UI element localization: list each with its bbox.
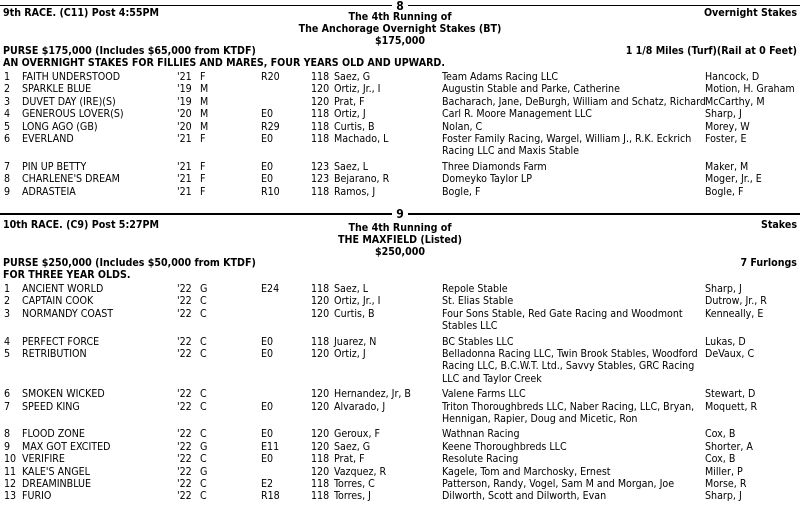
entry-foal-year: '22 xyxy=(177,335,192,348)
entry-jockey: Ramos, J xyxy=(334,185,376,198)
race-title-purse: $175,000 xyxy=(374,35,426,47)
entry-medication: E24 xyxy=(261,283,280,295)
entry-trainer: Shorter, A xyxy=(705,440,753,453)
entry-row xyxy=(0,283,800,295)
entry-horse-name: FAITH UNDERSTOOD xyxy=(22,71,121,83)
entry-medication: R10 xyxy=(261,185,280,198)
entry-sex: F xyxy=(200,71,206,83)
entry-foal-year: '22 xyxy=(177,465,192,478)
entry-sex: C xyxy=(200,335,207,348)
entry-jockey: Saez, G xyxy=(334,440,371,453)
race-conditions: FOR THREE YEAR OLDS. xyxy=(3,269,131,281)
entry-medication: R18 xyxy=(261,490,280,503)
entry-row xyxy=(0,161,800,173)
entry-foal-year: '19 xyxy=(177,83,192,96)
entry-medication: E0 xyxy=(261,428,274,441)
entry-medication: E0 xyxy=(261,400,274,413)
entry-trainer: Stewart, D xyxy=(705,388,756,401)
entry-post-position: 8 xyxy=(4,428,11,441)
entry-weight: 120 xyxy=(311,465,330,478)
entry-row xyxy=(0,348,800,385)
entry-sex: C xyxy=(200,348,207,360)
entry-trainer: Cox, B xyxy=(705,453,736,466)
race-title-purse: $250,000 xyxy=(374,246,426,258)
entry-owner: Valene Farms LLC xyxy=(442,388,526,401)
entry-sex: C xyxy=(200,388,207,401)
entry-medication: E0 xyxy=(261,108,274,121)
entry-row xyxy=(0,121,800,133)
entry-owner: Patterson, Randy, Vogel, Sam M and Morgan, Joe xyxy=(442,478,675,490)
entry-foal-year: '21 xyxy=(177,160,192,173)
distance: 7 Furlongs xyxy=(740,257,797,269)
entry-post-position: 8 xyxy=(4,173,11,186)
entry-trainer: DeVaux, C xyxy=(705,348,755,360)
entry-row xyxy=(0,71,800,83)
purse-text: PURSE $250,000 (Includes $50,000 from KTDF) xyxy=(3,257,256,269)
distance: 1 1/8 Miles (Turf)(Rail at 0 Feet) xyxy=(625,45,797,57)
entry-trainer: McCarthy, M xyxy=(705,95,765,108)
entry-sex: C xyxy=(200,428,207,441)
entry-trainer: Lukas, D xyxy=(705,335,746,348)
entry-medication: E2 xyxy=(261,478,274,490)
entry-weight: 118 xyxy=(311,478,330,490)
race-label: 9th RACE. (C11) Post 4:55PM xyxy=(3,7,159,19)
entry-post-position: 11 xyxy=(4,465,17,478)
entry-horse-name: ADRASTEIA xyxy=(22,185,76,198)
entry-horse-name: VERIFIRE xyxy=(22,453,65,466)
race-label: 10th RACE. (C9) Post 5:27PM xyxy=(3,219,159,231)
entry-sex: C xyxy=(200,295,207,308)
entry-medication: E0 xyxy=(261,160,274,173)
purse-text: PURSE $175,000 (Includes $65,000 from KTDF) xyxy=(3,45,256,57)
entry-owner: Stables LLC xyxy=(442,320,498,333)
entry-row xyxy=(0,388,800,400)
entry-weight: 123 xyxy=(311,173,330,186)
entry-weight: 120 xyxy=(311,440,330,453)
entry-foal-year: '20 xyxy=(177,120,192,133)
entry-owner: Racing LLC and Maxis Stable xyxy=(442,145,580,158)
entry-horse-name: LONG AGO (GB) xyxy=(22,120,98,133)
entry-post-position: 4 xyxy=(4,335,11,348)
entry-weight: 120 xyxy=(311,388,330,401)
entry-weight: 120 xyxy=(311,83,330,96)
entry-owner: Carl R. Moore Management LLC xyxy=(442,108,592,121)
entry-trainer: Sharp, J xyxy=(705,108,742,121)
entry-jockey: Saez, L xyxy=(334,283,369,295)
entry-weight: 118 xyxy=(311,133,330,145)
entry-trainer: Cox, B xyxy=(705,428,736,441)
page-number: 8 xyxy=(392,0,408,12)
entry-row xyxy=(0,307,800,333)
entry-jockey: Torres, C xyxy=(334,478,375,490)
entry-owner: Team Adams Racing LLC xyxy=(442,71,559,83)
entry-sex: C xyxy=(200,490,207,503)
entry-foal-year: '22 xyxy=(177,490,192,503)
entry-weight: 118 xyxy=(311,108,330,121)
entry-owner: Kagele, Tom and Marchosky, Ernest xyxy=(442,465,611,478)
entry-owner: Dilworth, Scott and Dilworth, Evan xyxy=(442,490,607,503)
entry-jockey: Geroux, F xyxy=(334,428,380,441)
entry-owner: Four Sons Stable, Red Gate Racing and Woodmont xyxy=(442,307,683,320)
entry-medication: E0 xyxy=(261,173,274,186)
entry-weight: 118 xyxy=(311,71,330,83)
entry-sex: F xyxy=(200,173,206,186)
entry-horse-name: NORMANDY COAST xyxy=(22,307,114,320)
entry-sex: M xyxy=(200,95,209,108)
entry-sex: M xyxy=(200,108,209,121)
entry-jockey: Prat, F xyxy=(334,95,365,108)
entry-row xyxy=(0,441,800,453)
entry-horse-name: FURIO xyxy=(22,490,52,503)
entry-weight: 118 xyxy=(311,453,330,466)
entry-trainer: Miller, P xyxy=(705,465,743,478)
entry-sex: M xyxy=(200,120,209,133)
entry-weight: 123 xyxy=(311,160,330,173)
entry-horse-name: CHARLENE'S DREAM xyxy=(22,173,120,186)
entry-post-position: 1 xyxy=(4,71,11,83)
entry-owner: Domeyko Taylor LP xyxy=(442,173,532,186)
entry-jockey: Machado, L xyxy=(334,133,389,145)
entry-owner: Nolan, C xyxy=(442,120,483,133)
entry-post-position: 3 xyxy=(4,307,11,320)
entry-trainer: Morey, W xyxy=(705,120,750,133)
entry-row xyxy=(0,478,800,490)
entry-jockey: Ortiz, Jr., I xyxy=(334,295,381,308)
entry-owner: Three Diamonds Farm xyxy=(442,160,547,173)
entry-trainer: Kenneally, E xyxy=(705,307,764,320)
entry-owner: Resolute Racing xyxy=(442,453,519,466)
entry-post-position: 2 xyxy=(4,295,11,308)
entry-horse-name: GENEROUS LOVER(S) xyxy=(22,108,124,121)
entry-medication: E11 xyxy=(261,440,280,453)
race-title-line1: The 4th Running of xyxy=(348,222,452,234)
entry-trainer: Foster, E xyxy=(705,133,747,145)
entry-foal-year: '22 xyxy=(177,388,192,401)
entry-weight: 120 xyxy=(311,95,330,108)
entry-jockey: Vazquez, R xyxy=(334,465,387,478)
entry-row xyxy=(0,186,800,198)
entry-post-position: 5 xyxy=(4,348,11,360)
entry-row xyxy=(0,295,800,307)
entry-owner: Wathnan Racing xyxy=(442,428,520,441)
entry-row xyxy=(0,173,800,185)
entry-post-position: 1 xyxy=(4,283,11,295)
race-title-line1: The 4th Running of xyxy=(348,11,452,23)
entry-trainer: Bogle, F xyxy=(705,185,744,198)
entry-horse-name: SPARKLE BLUE xyxy=(22,83,92,96)
entry-jockey: Saez, L xyxy=(334,160,369,173)
entry-post-position: 6 xyxy=(4,133,11,145)
entry-medication: E0 xyxy=(261,453,274,466)
entry-sex: F xyxy=(200,185,206,198)
entry-sex: G xyxy=(200,283,208,295)
race-conditions: AN OVERNIGHT STAKES FOR FILLIES AND MARES, FOUR YEARS OLD AND UPWARD. xyxy=(3,57,445,69)
entry-foal-year: '21 xyxy=(177,133,192,145)
entry-owner: Triton Thoroughbreds LLC, Naber Racing, LLC, Bryan, xyxy=(442,400,695,413)
entry-horse-name: PERFECT FORCE xyxy=(22,335,100,348)
entry-foal-year: '22 xyxy=(177,348,192,360)
entry-jockey: Prat, F xyxy=(334,453,365,466)
entry-horse-name: EVERLAND xyxy=(22,133,74,145)
entry-sex: F xyxy=(200,133,206,145)
entry-medication: R29 xyxy=(261,120,280,133)
race-type: Stakes xyxy=(760,219,797,231)
entry-foal-year: '21 xyxy=(177,173,192,186)
entry-foal-year: '22 xyxy=(177,428,192,441)
entry-trainer: Sharp, J xyxy=(705,283,742,295)
entry-horse-name: KALE'S ANGEL xyxy=(22,465,90,478)
entry-row xyxy=(0,428,800,440)
entry-jockey: Curtis, B xyxy=(334,120,375,133)
entry-owner: St. Elias Stable xyxy=(442,295,514,308)
entry-post-position: 6 xyxy=(4,388,11,401)
entry-post-position: 7 xyxy=(4,400,11,413)
entry-owner: Belladonna Racing LLC, Twin Brook Stables, Woodford xyxy=(442,348,698,360)
entry-jockey: Curtis, B xyxy=(334,307,375,320)
entry-jockey: Bejarano, R xyxy=(334,173,390,186)
entry-owner: Repole Stable xyxy=(442,283,508,295)
entry-trainer: Moquett, R xyxy=(705,400,758,413)
entry-foal-year: '19 xyxy=(177,95,192,108)
entry-post-position: 4 xyxy=(4,108,11,121)
entry-foal-year: '22 xyxy=(177,307,192,320)
entry-row xyxy=(0,490,800,502)
entry-owner: LLC and Taylor Creek xyxy=(442,372,542,385)
entry-trainer: Hancock, D xyxy=(705,71,760,83)
entry-weight: 120 xyxy=(311,428,330,441)
entry-weight: 118 xyxy=(311,185,330,198)
entry-row xyxy=(0,336,800,348)
entry-post-position: 9 xyxy=(4,440,11,453)
entry-medication: E0 xyxy=(261,133,274,145)
entry-weight: 120 xyxy=(311,307,330,320)
entry-jockey: Ortiz, J xyxy=(334,108,366,121)
entry-trainer: Dutrow, Jr., R xyxy=(705,295,767,308)
entry-foal-year: '22 xyxy=(177,400,192,413)
entry-jockey: Saez, G xyxy=(334,71,371,83)
entry-foal-year: '22 xyxy=(177,295,192,308)
entry-foal-year: '22 xyxy=(177,283,192,295)
entry-horse-name: RETRIBUTION xyxy=(22,348,87,360)
entry-row xyxy=(0,453,800,465)
entry-sex: C xyxy=(200,478,207,490)
entry-weight: 118 xyxy=(311,490,330,503)
entry-horse-name: ANCIENT WORLD xyxy=(22,283,104,295)
entry-foal-year: '21 xyxy=(177,185,192,198)
entry-row xyxy=(0,466,800,478)
entry-row xyxy=(0,133,800,158)
entry-sex: M xyxy=(200,83,209,96)
entry-jockey: Alvarado, J xyxy=(334,400,386,413)
entry-trainer: Morse, R xyxy=(705,478,747,490)
entry-trainer: Sharp, J xyxy=(705,490,742,503)
entry-foal-year: '22 xyxy=(177,453,192,466)
entry-row xyxy=(0,400,800,425)
entry-medication: E0 xyxy=(261,348,274,360)
entry-sex: G xyxy=(200,465,208,478)
entry-post-position: 13 xyxy=(4,490,17,503)
entry-post-position: 7 xyxy=(4,160,11,173)
entry-post-position: 10 xyxy=(4,453,17,466)
entry-row xyxy=(0,108,800,120)
entry-horse-name: SPEED KING xyxy=(22,400,80,413)
entry-medication: E0 xyxy=(261,335,274,348)
entry-owner: Bogle, F xyxy=(442,185,481,198)
entry-sex: C xyxy=(200,453,207,466)
entry-foal-year: '22 xyxy=(177,440,192,453)
entry-jockey: Torres, J xyxy=(334,490,371,503)
entry-weight: 118 xyxy=(311,120,330,133)
entry-horse-name: SMOKEN WICKED xyxy=(22,388,105,401)
entry-sex: C xyxy=(200,307,207,320)
entry-sex: G xyxy=(200,440,208,453)
entry-foal-year: '22 xyxy=(177,478,192,490)
entry-owner: Racing LLC, B.C.W.T. Ltd., Savvy Stables, GRC Racing xyxy=(442,360,695,373)
entry-horse-name: PIN UP BETTY xyxy=(22,160,87,173)
entry-owner: Foster Family Racing, Wargel, William J., R.K. Eckrich xyxy=(442,133,692,145)
entry-horse-name: MAX GOT EXCITED xyxy=(22,440,111,453)
entry-owner: BC Stables LLC xyxy=(442,335,514,348)
entry-jockey: Hernandez, Jr, B xyxy=(334,388,411,401)
entry-post-position: 2 xyxy=(4,83,11,96)
entry-row xyxy=(0,96,800,108)
entry-weight: 118 xyxy=(311,283,330,295)
entry-medication: R20 xyxy=(261,71,280,83)
entry-horse-name: DUVET DAY (IRE)(S) xyxy=(22,95,116,108)
entry-weight: 120 xyxy=(311,400,330,413)
entry-jockey: Ortiz, Jr., I xyxy=(334,83,381,96)
entry-sex: C xyxy=(200,400,207,413)
entry-post-position: 5 xyxy=(4,120,11,133)
entry-foal-year: '21 xyxy=(177,71,192,83)
entry-row xyxy=(0,83,800,95)
entry-jockey: Ortiz, J xyxy=(334,348,366,360)
entry-post-position: 12 xyxy=(4,478,17,490)
entry-owner: Keene Thoroughbreds LLC xyxy=(442,440,567,453)
race-title-line2: THE MAXFIELD (Listed) xyxy=(338,234,462,246)
entry-weight: 120 xyxy=(311,295,330,308)
entry-owner: Bacharach, Jane, DeBurgh, William and Schatz, Richard xyxy=(442,95,706,108)
entry-foal-year: '20 xyxy=(177,108,192,121)
entry-weight: 118 xyxy=(311,335,330,348)
entry-trainer: Maker, M xyxy=(705,160,749,173)
entry-post-position: 9 xyxy=(4,185,11,198)
entry-jockey: Juarez, N xyxy=(334,335,377,348)
entry-trainer: Moger, Jr., E xyxy=(705,173,762,186)
entry-horse-name: CAPTAIN COOK xyxy=(22,295,94,308)
entry-sex: F xyxy=(200,160,206,173)
entry-horse-name: DREAMINBLUE xyxy=(22,478,91,490)
race-type: Overnight Stakes xyxy=(703,7,797,19)
entry-trainer: Motion, H. Graham xyxy=(705,83,795,96)
race-number-marker: 9 xyxy=(392,208,408,220)
entry-owner: Augustin Stable and Parke, Catherine xyxy=(442,83,620,96)
entry-owner: Hennigan, Rapier, Doug and Micetic, Ron xyxy=(442,412,638,425)
entry-weight: 120 xyxy=(311,348,330,360)
entry-horse-name: FLOOD ZONE xyxy=(22,428,85,441)
race-title-line2: The Anchorage Overnight Stakes (BT) xyxy=(298,23,502,35)
entry-post-position: 3 xyxy=(4,95,11,108)
